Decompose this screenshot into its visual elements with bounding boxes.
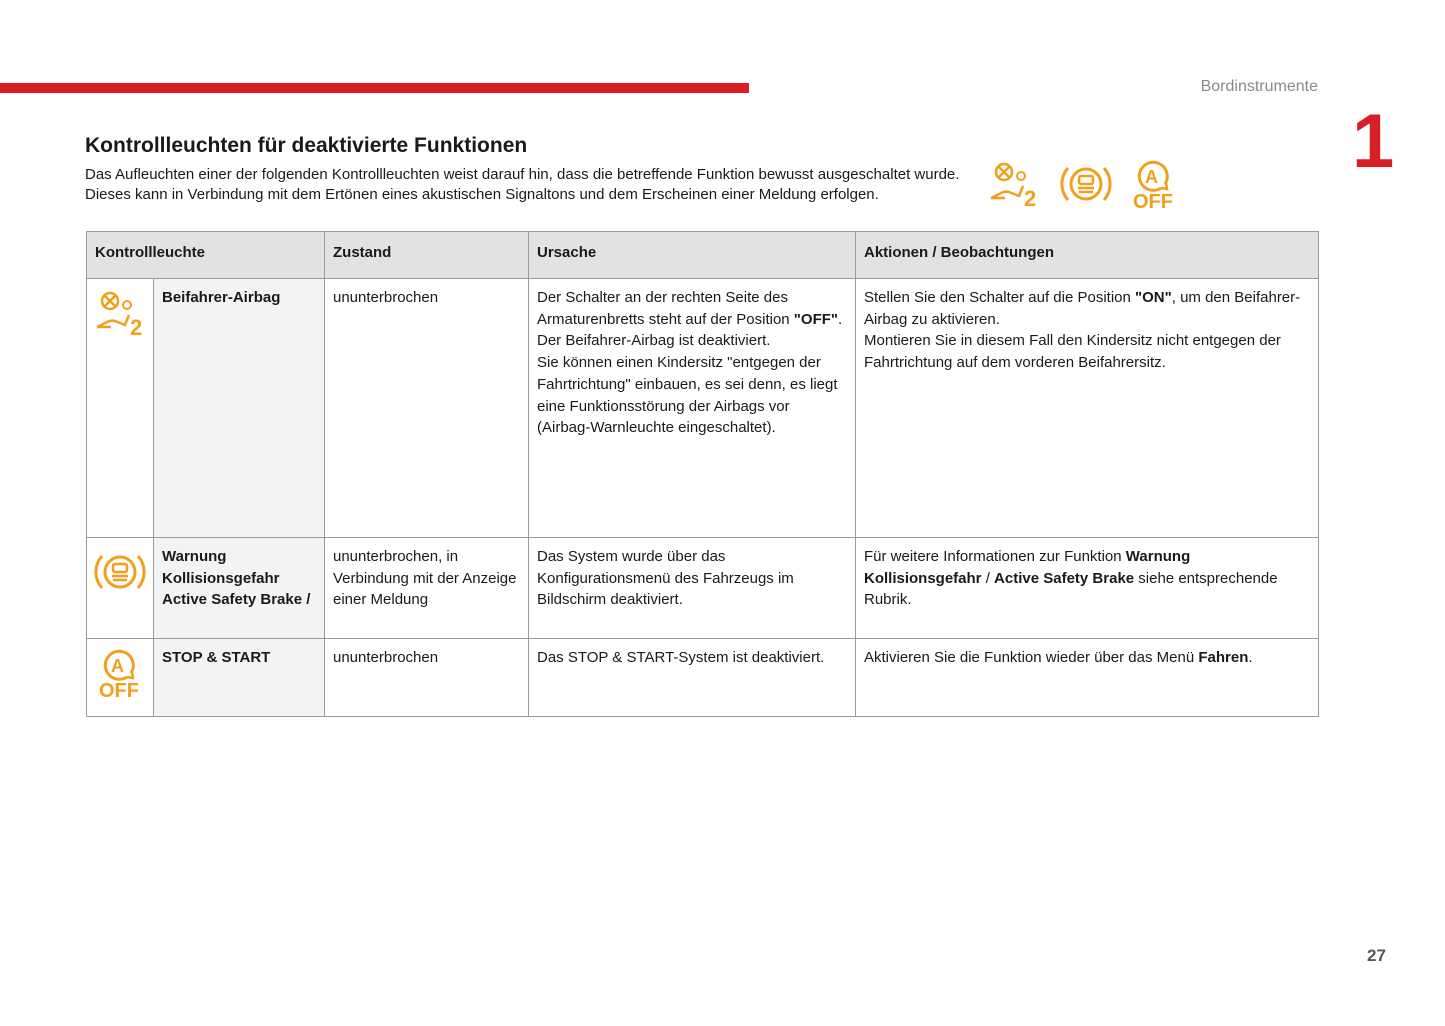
state-cell: ununterbrochen [325,279,529,538]
header-red-bar [0,83,749,93]
light-name: Beifahrer-Airbag [154,279,325,538]
page-number: 27 [1367,946,1386,965]
cause-cell: Das System wurde über das Konfigurationsmenü des Fahrzeugs im Bildschirm deaktiviert. [529,538,856,639]
intro-paragraph: Dieses kann in Verbindung mit dem Ertönen eines akustischen Signaltons und dem Erscheinen einer Meldung erfolgen. [85,185,879,203]
column-header: Kontrollleuchte [87,232,325,279]
column-header: Aktionen / Beobachtungen [856,232,1319,279]
table-row [87,538,1319,639]
warning-icons-group [988,158,1176,210]
column-header: Ursache [529,232,856,279]
icon-cell [87,279,154,538]
action-cell: Für weitere Informationen zur Funktion Warnung Kollisionsgefahr / Active Safety Brake siehe entsprechende Rubrik. [856,538,1319,639]
svg-text:2: 2 [130,315,143,337]
airbag-off-icon [94,289,146,337]
cause-cell: Der Schalter an der rechten Seite des Armaturenbretts steht auf der Position "OFF". Der Beifahrer-Airbag ist deaktiviert. Sie können einen Kindersitz "entgegen der Fahrtrichtung" einbauen, es sei denn, es liegt eine Funktionsstörung der Airbags vor (Airbag-Warnleuchte eingeschaltet). [529,279,856,538]
stop-start-off-icon [1132,158,1176,210]
icon-cell [87,639,154,717]
svg-text:A: A [111,656,124,676]
icon-cell [87,538,154,639]
intro-paragraph: Das Aufleuchten einer der folgenden Kontrollleuchten weist darauf hin, dass die betreffende Funktion bewusst ausgeschaltet wurde. [85,166,960,183]
chapter-number: 1 [1352,99,1395,184]
table-row [87,639,1319,717]
column-header: Zustand [325,232,529,279]
page-title: Kontrollleuchten für deaktivierte Funktionen [85,134,528,157]
intro-text [85,165,965,204]
state-cell: ununterbrochen, in Verbindung mit der Anzeige einer Meldung [325,538,529,639]
section-title: Bordinstrumente [1200,78,1318,95]
svg-text:OFF: OFF [1133,191,1173,210]
stop-start-off-icon [98,647,142,699]
state-cell: ununterbrochen [325,639,529,717]
collision-warning-off-icon [1060,160,1112,208]
action-cell: Aktivieren Sie die Funktion wieder über das Menü Fahren. [856,639,1319,717]
airbag-off-icon [988,160,1040,208]
light-name: Warnung Kollisionsgefahr Active Safety Brake / [154,538,325,639]
svg-text:2: 2 [1024,186,1037,208]
table-row [87,279,1319,538]
svg-text:OFF: OFF [99,680,139,699]
action-cell: Stellen Sie den Schalter auf die Position "ON", um den Beifahrer-Airbag zu aktivieren. Montieren Sie in diesem Fall den Kindersitz nicht entgegen der Fahrtrichtung auf dem vorderen Beifahrersitz. [856,279,1319,538]
light-name: STOP & START [154,639,325,717]
table-header-row [87,232,1319,279]
svg-text:A: A [1145,167,1158,187]
collision-warning-off-icon [94,548,146,596]
warning-lights-table [86,231,1319,717]
cause-cell: Das STOP & START-System ist deaktiviert. [529,639,856,717]
